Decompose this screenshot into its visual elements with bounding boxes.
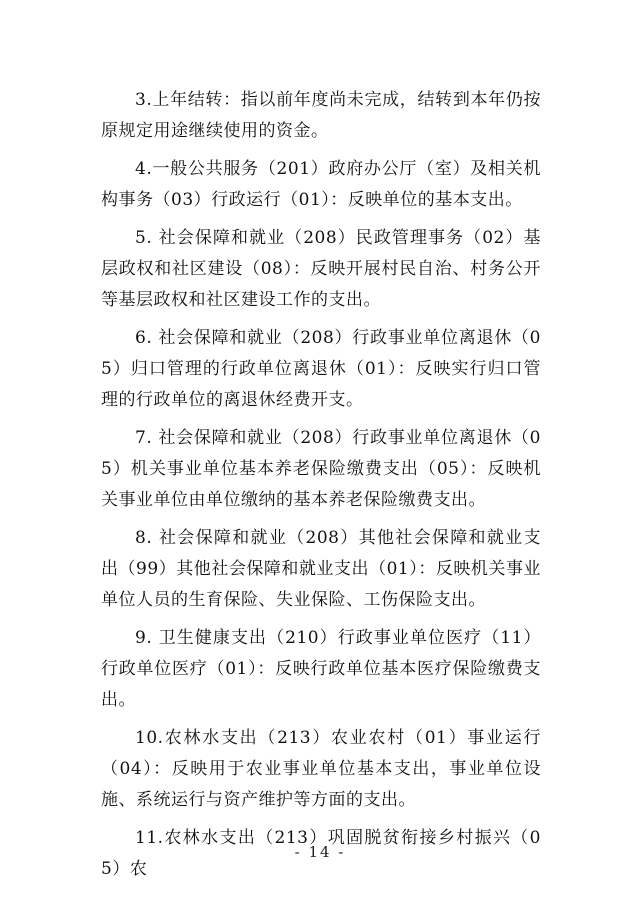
paragraph-item-3: 3.上年结转：指以前年度尚未完成，结转到本年仍按原规定用途继续使用的资金。 [101, 90, 541, 141]
paragraph-item-5: 5. 社会保障和就业（208）民政管理事务（02）基层政权和社区建设（08）：反映开展村民自治、村务公开等基层政权和社区建设工作的支出。 [101, 228, 541, 310]
paragraph-item-9: 9. 卫生健康支出（210）行政事业单位医疗（11）行政单位医疗（01）：反映行政单位基本医疗保险缴费支出。 [101, 628, 541, 710]
paragraph-item-7: 7. 社会保障和就业（208）行政事业单位离退休（05）机关事业单位基本养老保险缴费支出（05）：反映机关事业单位由单位缴纳的基本养老保险缴费支出。 [101, 428, 541, 510]
document-body [101, 85, 541, 892]
paragraph-item-11: 11.农林水支出（213）巩固脱贫衔接乡村振兴（05）农 [101, 828, 541, 879]
page-number: - 14 - [294, 843, 346, 861]
paragraph-item-6: 6. 社会保障和就业（208）行政事业单位离退休（05）归口管理的行政单位离退休（01）：反映实行归口管理的行政单位的离退休经费开支。 [101, 328, 541, 410]
paragraph-item-4: 4.一般公共服务（201）政府办公厅（室）及相关机构事务（03）行政运行（01）：反映单位的基本支出。 [101, 159, 541, 210]
paragraph-item-8: 8. 社会保障和就业（208）其他社会保障和就业支出（99）其他社会保障和就业支出（01）：反映机关事业单位人员的生育保险、失业保险、工伤保险支出。 [101, 528, 541, 610]
paragraph-item-10: 10.农林水支出（213）农业农村（01）事业运行（04）：反映用于农业事业单位基本支出，事业单位设施、系统运行与资产维护等方面的支出。 [101, 728, 541, 810]
